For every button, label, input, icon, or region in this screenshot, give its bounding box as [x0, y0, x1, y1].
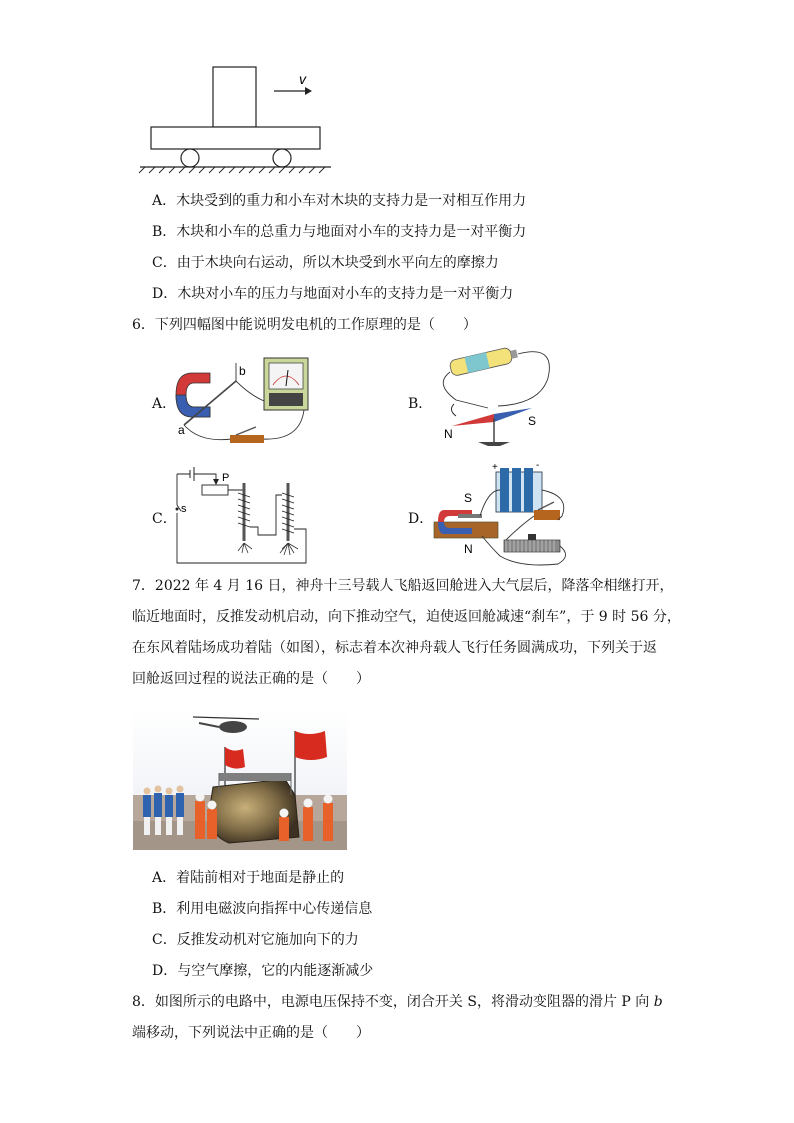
velocity-label: v: [299, 71, 306, 87]
q6-option-d-label: D．: [408, 511, 434, 527]
q8-stem-line-2: 端移动，下列说法中正确的是（ ）: [132, 1025, 370, 1041]
q7-option-a: A．着陆前相对于地面是静止的: [152, 870, 345, 886]
slider-p-label: P: [222, 472, 230, 484]
q6-option-a-label: A．: [152, 396, 177, 412]
switch-s-label: s: [181, 503, 187, 515]
pole-n-label: N: [444, 427, 453, 441]
q5-option-b: B．木块和小车的总重力与地面对小车的支持力是一对平衡力: [152, 224, 527, 240]
q6-option-c-label: C．: [152, 511, 177, 527]
q7-option-d: D．与空气摩擦，它的内能逐渐减少: [152, 963, 374, 979]
q6-figure-a-generator-apparatus: [170, 355, 318, 450]
plus-label: +: [492, 462, 498, 473]
q7-return-capsule-photo: [133, 709, 347, 850]
minus-label: -: [536, 460, 540, 471]
q5-option-a: A．木块受到的重力和小车对木块的支持力是一对相互作用力: [152, 193, 527, 209]
q8-stem-line-1: [132, 992, 663, 1012]
q7-stem-line-2: 临近地面时，反推发动机启动，向下推动空气，迫使返回舱减速“刹车”，于 9 时 56 分，: [132, 609, 681, 625]
q8-stem-var-b: b: [653, 994, 663, 1010]
q6-figure-d-motor-apparatus: [430, 460, 575, 568]
q5-option-d: D．木块对小车的压力与地面对小车的支持力是一对平衡力: [152, 286, 514, 302]
pole-s-label: S: [528, 414, 537, 428]
pole-n-label-d: N: [464, 542, 473, 556]
q7-stem-line-3: 在东风着陆场成功着陆（如图），标志着本次神舟载人飞行任务圆满成功，下列关于返: [132, 640, 657, 656]
q7-option-c: C．反推发动机对它施加向下的力: [152, 932, 359, 948]
q7-stem-line-4: 回舱返回过程的说法正确的是（ ）: [132, 671, 370, 687]
q6-figure-b-oersted-experiment: [428, 342, 558, 454]
q7-stem-line-1: 7．2022 年 4 月 16 日，神舟十三号载人飞船返回舱进入大气层后，降落伞相继打开，: [132, 578, 674, 594]
q6-figure-c-electromagnet-circuit: [172, 465, 310, 567]
q7-option-b: B．利用电磁波向指挥中心传递信息: [152, 901, 373, 917]
q6-option-b-label: B．: [408, 396, 433, 412]
q5-option-c: C．由于木块向右运动，所以木块受到水平向左的摩擦力: [152, 255, 499, 271]
q8-stem-text: 8．如图所示的电路中，电源电压保持不变，闭合开关 S，将滑动变阻器的滑片 P 向: [132, 994, 654, 1010]
q6-stem: 6．下列四幅图中能说明发电机的工作原理的是（ ）: [132, 317, 477, 333]
point-a-label: a: [178, 423, 185, 437]
pole-s-label-d: S: [464, 491, 473, 505]
point-b-label: b: [239, 364, 246, 378]
cart-block-figure: [135, 60, 335, 175]
